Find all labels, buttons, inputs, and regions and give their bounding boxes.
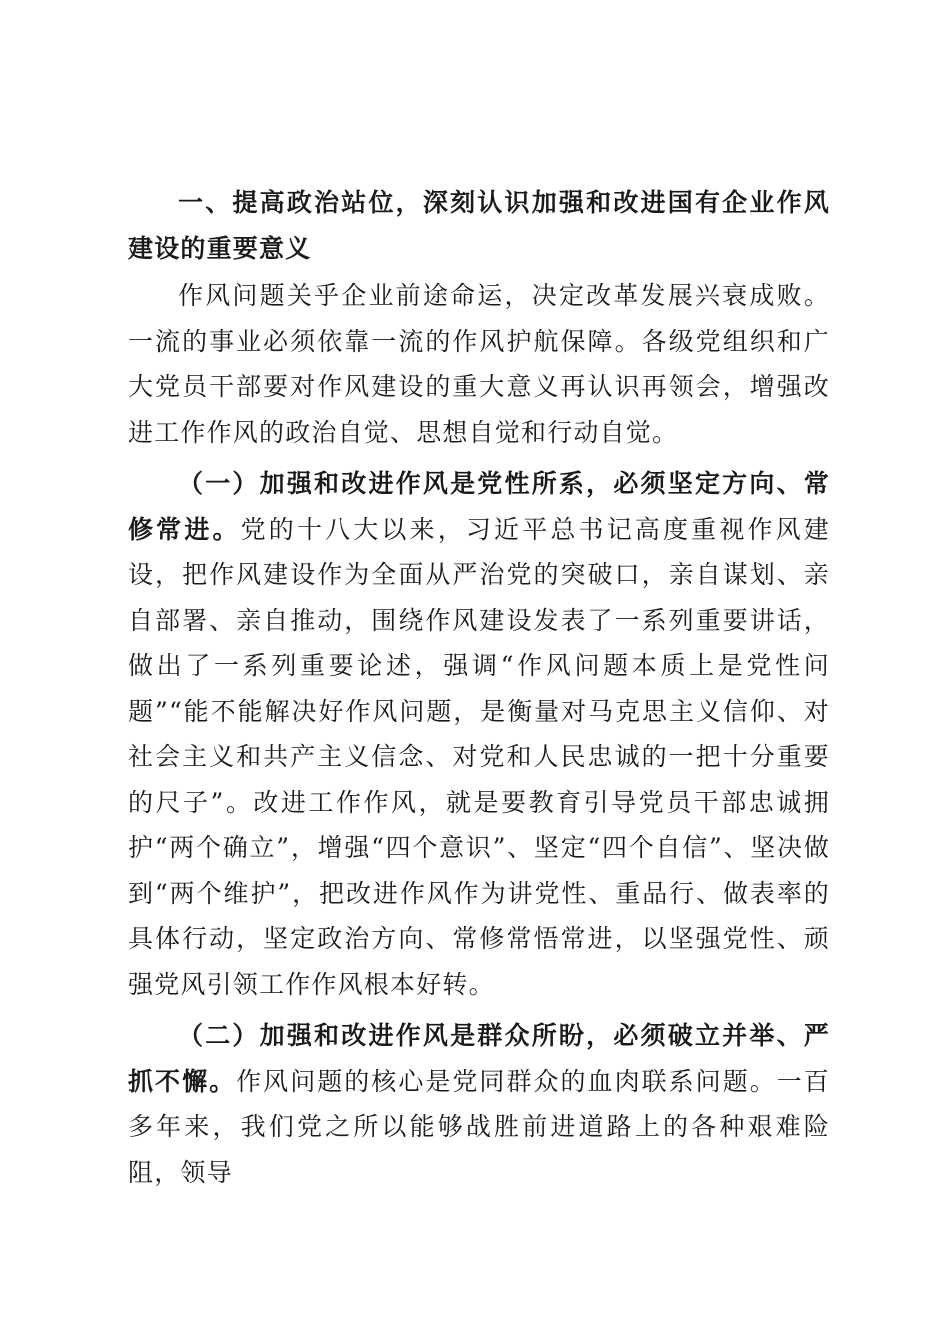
- section-1-text: 党的十八大以来，习近平总书记高度重视作风建设，把作风建设作为全面从严治党的突破口，亲自谋划、亲自部署、亲自推动，围绕作风建设发表了一系列重要讲话，做出了一系列重要论述，强调“作风问题本质上是党性问题”“能不能解决好作风问题，是衡量对马克思主义信仰、对社会主义和共产主义信念、对党和人民忠诚的一把十分重要的尺子”。改进工作作风，就是要教育引导党员干部忠诚拥护“两个确立”，增强“四个意识”、坚定“四个自信”、坚决做到“两个维护”，把改进作风作为讲党性、重品行、做表率的具体行动，坚定政治方向、常修常悟常进，以坚强党性、顽强党风引领工作作风根本好转。: [128, 514, 830, 999]
- intro-paragraph: 作风问题关乎企业前途命运，决定改革发展兴衰成败。一流的事业必须依靠一流的作风护航保障。各级党组织和广大党员干部要对作风建设的重大意义再认识再领会，增强改进工作作风的政治自觉、思想自觉和行动自觉。: [128, 281, 830, 447]
- section-1-lead: （一）加强和改进作风是党性所系，必须坚定方向、常修常进。: [128, 469, 830, 544]
- section-2-lead: （二）加强和改进作风是群众所盼，必须破立并举、严抓不懈。: [128, 1021, 830, 1096]
- document-page: [128, 180, 830, 1195]
- section-heading: 一、提高政治站位，深刻认识加强和改进国有企业作风建设的重要意义: [128, 188, 830, 263]
- section-2-paragraph: [128, 1013, 830, 1195]
- section-2-text: 作风问题的核心是党同群众的血肉联系问题。一百多年来，我们党之所以能够战胜前进道路上的各种艰难险阻，领导: [128, 1066, 830, 1187]
- section-1-paragraph: [128, 461, 830, 1007]
